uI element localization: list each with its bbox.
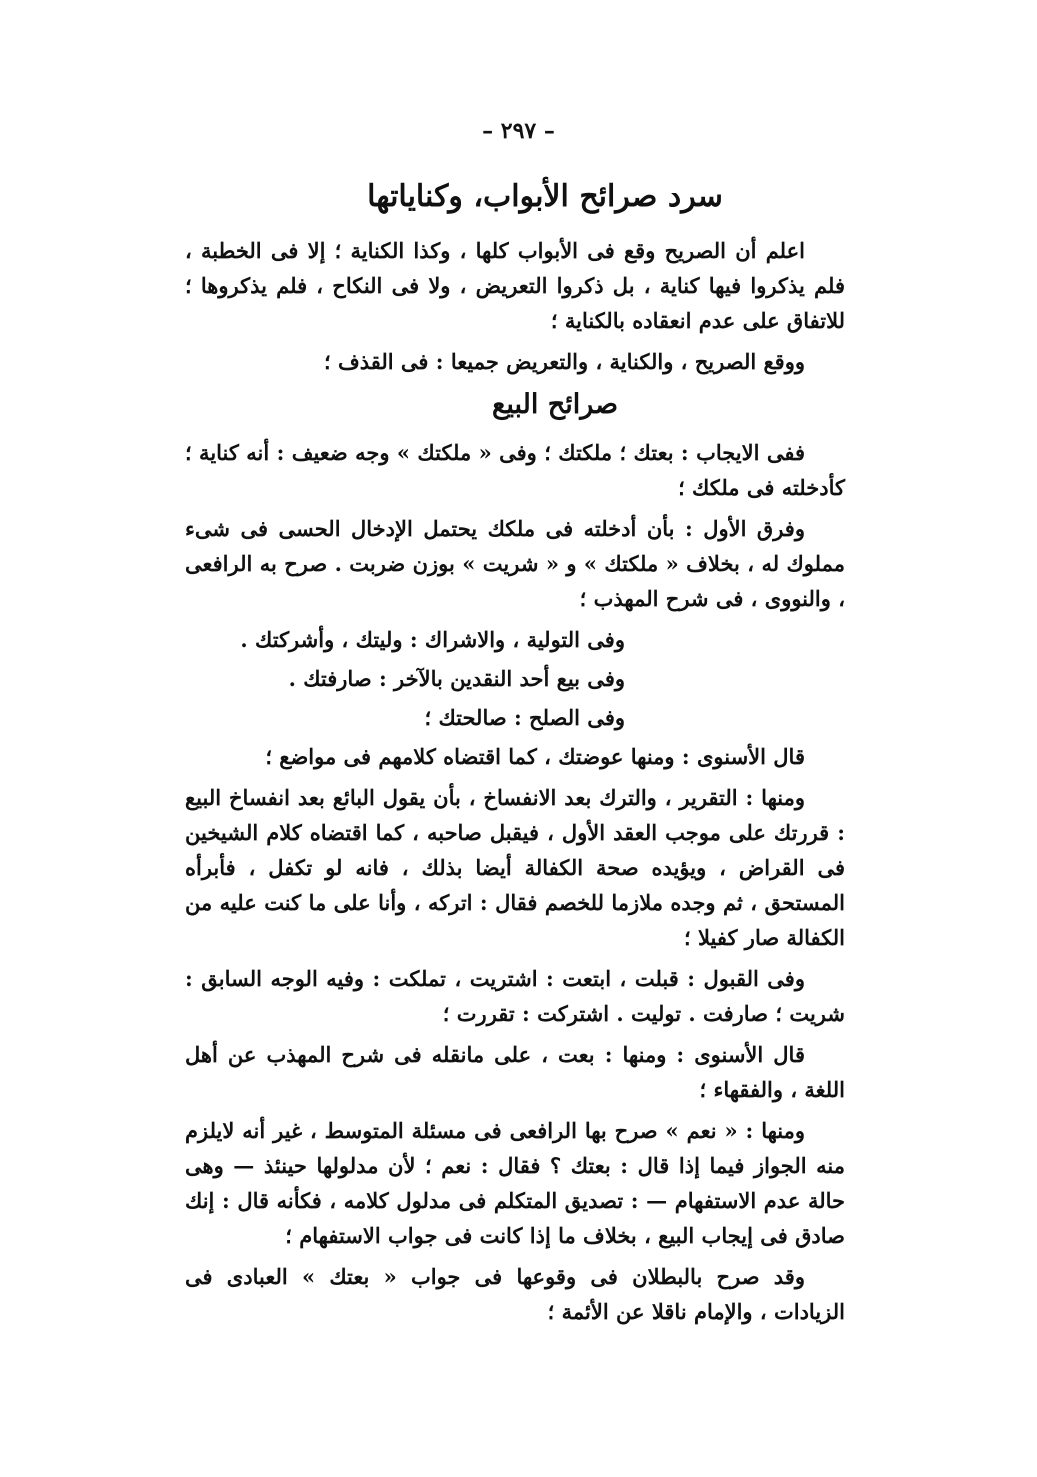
section-title: صرائح البيع xyxy=(491,389,619,420)
paragraph: قال الأسنوى : ومنها عوضتك ، كما اقتضاه كلامهم فى مواضع ؛ xyxy=(265,744,805,769)
short-line: وفى بيع أحد النقدين بالآخر : صارفتك . xyxy=(288,666,625,691)
page-number: – ٢٩٧ – xyxy=(482,118,555,144)
paragraph: ومنها : التقرير ، والترك بعد الانفساخ ، بأن يقول البائع بعد انفساخ البيع : قررتك على موجب العقد الأول ، فيقبل صاحبه ، كما اقتضاه كلام الشيخين فى القراض ، ويؤيده صحة الكفالة أيضا بذلك ، فانه لو تكفل ، فأبرأه المستحق ، ثم وجده ملازما للخصم فقال : اتركه ، وأنا على ما كنت عليه من الكفالة صار كفيلا ؛ xyxy=(185,785,845,950)
paragraph: ووقع الصريح ، والكناية ، والتعريض جميعا : فى القذف ؛ xyxy=(323,349,805,374)
paragraph: وفرق الأول : بأن أدخلته فى ملكك يحتمل الإدخال الحسى فى شىء مملوك له ، بخلاف « ملكتك » و « شريت » بوزن ضربت . صرح به الرافعى ، والنووى ، فى شرح المهذب ؛ xyxy=(185,516,845,611)
page-title: سرد صرائح الأبواب، وكناياتها xyxy=(367,179,723,214)
short-line: وفى التولية ، والاشراك : وليتك ، وأشركتك . xyxy=(240,627,625,652)
paragraph: اعلم أن الصريح وقع فى الأبواب كلها ، وكذا الكناية ؛ إلا فى الخطبة ، فلم يذكروا فيها كناية ، بل ذكروا التعريض ، ولا فى النكاح ، فلم يذكروها ؛ للاتفاق على عدم انعقاده بالكناية ؛ xyxy=(185,238,845,333)
paragraph: وفى القبول : قبلت ، ابتعت : اشتريت ، تملكت : وفيه الوجه السابق : شريت ؛ صارفت . توليت . اشتركت : تقررت ؛ xyxy=(185,966,845,1026)
paragraph: قال الأسنوى : ومنها : بعت ، على مانقله فى شرح المهذب عن أهل اللغة ، والفقهاء ؛ xyxy=(185,1042,845,1102)
paragraph: ومنها : « نعم » صرح بها الرافعى فى مسئلة المتوسط ، غير أنه لايلزم منه الجواز فيما إذا قال : بعتك ؟ فقال : نعم ؛ لأن مدلولها حينئذ — وهى حالة عدم الاستفهام — : تصديق المتكلم فى مدلول كلامه ، فكأنه قال : إنك صادق فى إيجاب البيع ، بخلاف ما إذا كانت فى جواب الاستفهام ؛ xyxy=(185,1118,845,1248)
paragraph: ففى الايجاب : بعتك ؛ ملكتك ؛ وفى « ملكتك » وجه ضعيف : أنه كناية ؛ كأدخلته فى ملكك ؛ xyxy=(185,440,845,500)
short-line: وفى الصلح : صالحتك ؛ xyxy=(424,705,625,730)
paragraph: وقد صرح بالبطلان فى وقوعها فى جواب « بعتك » العبادى فى الزيادات ، والإمام ناقلا عن الأئمة ؛ xyxy=(185,1264,845,1324)
document-body xyxy=(185,175,845,1335)
